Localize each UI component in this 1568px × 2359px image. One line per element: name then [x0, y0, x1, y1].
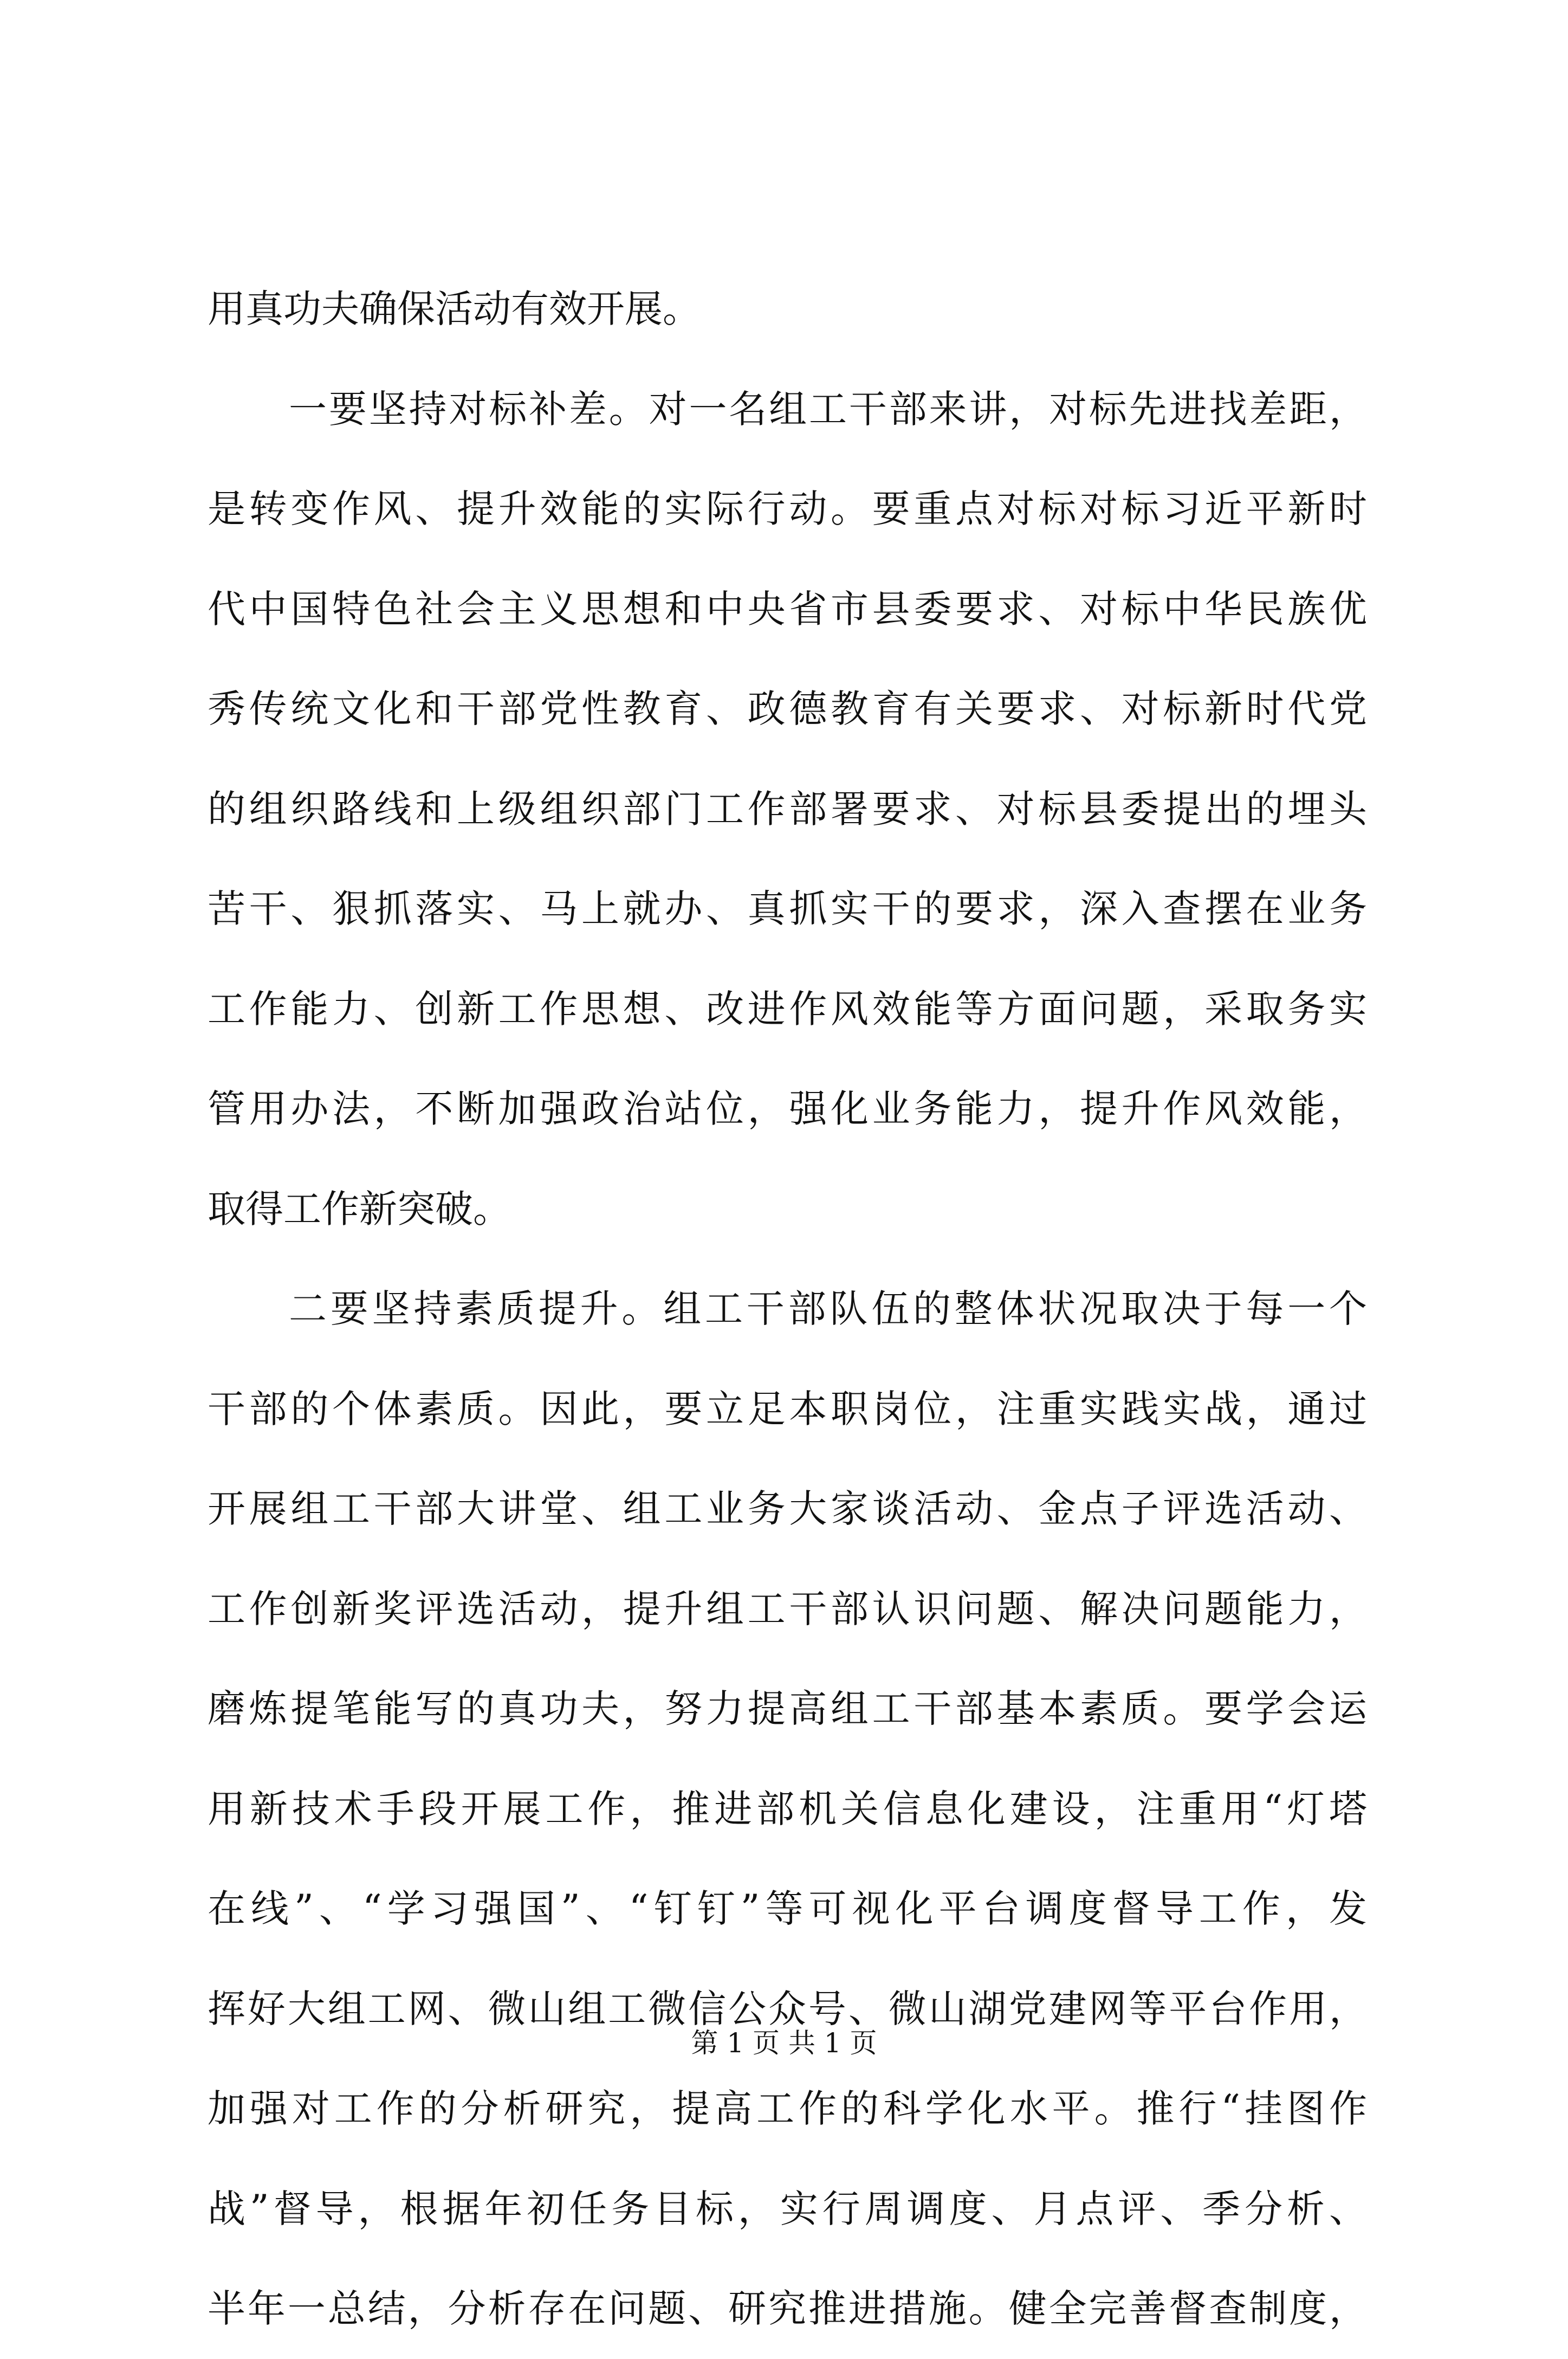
text-line: 是转变作风、提升效能的实际行动。要重点对标对标习近平新时: [208, 487, 1367, 531]
text-line: 秀传统文化和干部党性教育、政德教育有关要求、对标新时代党: [208, 687, 1367, 731]
text-line: 半年一总结，分析存在问题、研究推进措施。健全完善督查制度，: [208, 2286, 1367, 2331]
text-line: 工作创新奖评选活动，提升组工干部认识问题、解决问题能力，: [208, 1586, 1367, 1631]
text-line: 工作能力、创新工作思想、改进作风效能等方面问题，采取务实: [208, 986, 1367, 1031]
text-line: 开展组工干部大讲堂、组工业务大家谈活动、金点子评选活动、: [208, 1487, 1367, 1531]
text-line: 干部的个体素质。因此，要立足本职岗位，注重实践实战，通过: [208, 1386, 1367, 1431]
page-number-footer: 第 1 页 共 1 页: [691, 2027, 877, 2059]
text-line: 用真功夫确保活动有效开展。: [208, 287, 701, 331]
text-line: 苦干、狠抓落实、马上就办、真抓实干的要求，深入查摆在业务: [208, 887, 1367, 931]
text-line: 加强对工作的分析研究，提高工作的科学化水平。推行“挂图作: [208, 2086, 1367, 2131]
text-line: 磨炼提笔能写的真功夫，努力提高组工干部基本素质。要学会运: [208, 1686, 1367, 1731]
text-line: 二要坚持素质提升。组工干部队伍的整体状况取决于每一个: [289, 1287, 1367, 1331]
text-line: 代中国特色社会主义思想和中央省市县委要求、对标中华民族优: [208, 586, 1367, 631]
text-line: 战”督导，根据年初任务目标，实行周调度、月点评、季分析、: [208, 2186, 1367, 2231]
text-line: 挥好大组工网、微山组工微信公众号、微山湖党建网等平台作用，: [208, 1986, 1367, 2031]
text-line: 的组织路线和上级组织部门工作部署要求、对标县委提出的埋头: [208, 786, 1367, 831]
text-line: 一要坚持对标补差。对一名组工干部来讲，对标先进找差距，: [289, 386, 1367, 431]
text-line: 用新技术手段开展工作，推进部机关信息化建设，注重用“灯塔: [208, 1786, 1367, 1831]
text-line: 管用办法，不断加强政治站位，强化业务能力，提升作风效能，: [208, 1087, 1367, 1131]
text-line: 在线”、“学习强国”、“钉钉”等可视化平台调度督导工作，发: [208, 1886, 1367, 1931]
text-line: 取得工作新突破。: [208, 1186, 511, 1231]
